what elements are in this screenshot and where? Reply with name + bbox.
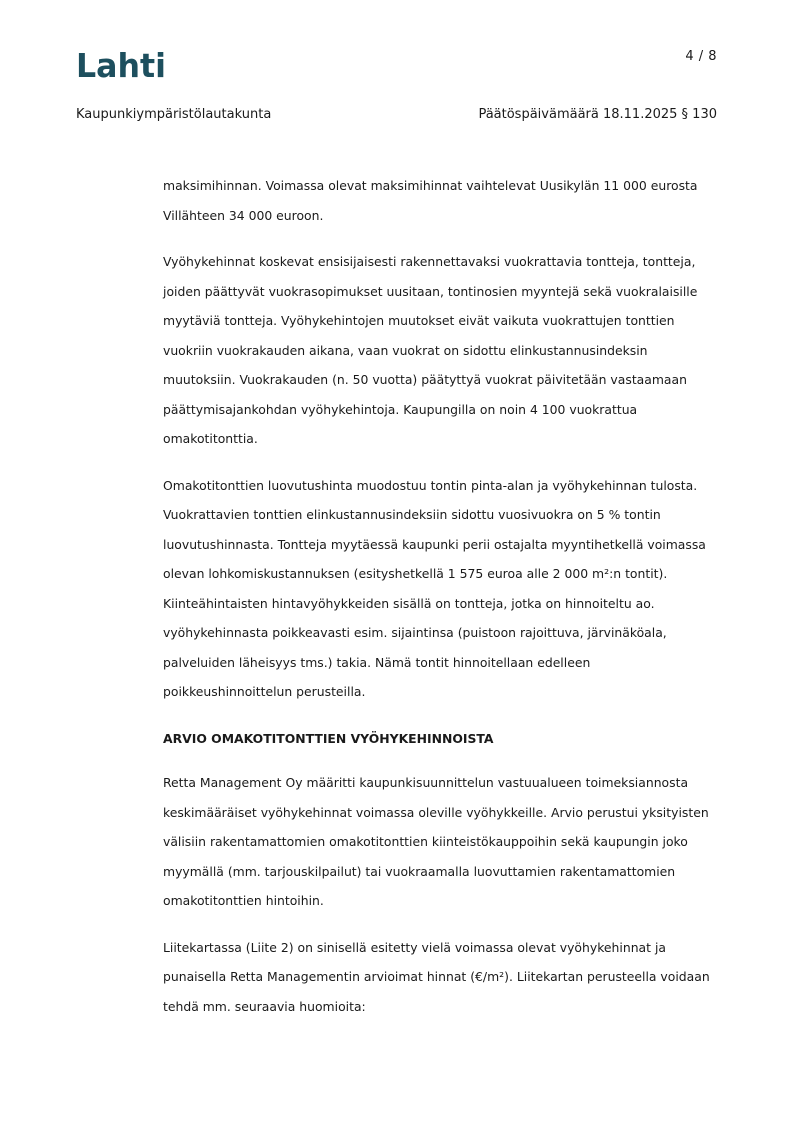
section-heading: ARVIO OMAKOTITONTTIEN VYÖHYKEHINNOISTA xyxy=(163,730,494,746)
body-paragraph: maksimihinnan. Voimassa olevat maksimihinnat vaihtelevat Uusikylän 11 000 eurosta Villähteen 34 000 euroon. xyxy=(163,178,698,223)
document-body xyxy=(163,171,723,1038)
committee-name: Kaupunkiympäristölautakunta xyxy=(76,107,272,122)
body-paragraph: Liitekartassa (Liite 2) on sinisellä esitetty vielä voimassa olevat vyöhykehinnat ja punaisella Retta Managementin arvioimat hinnat (€/m²). Liitekartan perusteella voidaan tehdä mm. seuraavia huomioita: xyxy=(163,939,710,1014)
page-number: 4 / 8 xyxy=(685,49,717,64)
body-paragraph: Retta Management Oy määritti kaupunkisuunnittelun vastuualueen toimeksiannosta keskimääräiset vyöhykehinnat voimassa oleville vyöhykkeille. Arvio perustui yksityisten välisiin rakentamattomien omakotitonttien kiinteistökauppoihin sekä kaupungin joko myymällä (mm. tarjouskilpailut) tai vuokraamalla luovuttamien rakentamattomien omakotitonttien hintoihin. xyxy=(163,775,709,908)
logo-wordmark: Lahti xyxy=(76,47,166,81)
body-paragraph: Vyöhykehinnat koskevat ensisijaisesti rakennettavaksi vuokrattavia tontteja, tontteja, joiden päättyvät vuokrasopimukset uusitaan, tontinosien myyntejä sekä vuokralaisille myytäviä tontteja. Vyöhykehintojen muutokset eivät vaikuta vuokrattujen tonttien vuokriin vuokrakauden aikana, vaan vuokrat on sidottu elinkustannusindeksin muutoksiin. Vuokrakauden (n. 50 vuotta) päätyttyä vuokrat päivitetään vastaamaan päättymisajankohdan vyöhykehintoja. Kaupungilla on noin 4 100 vuokrattua omakotitonttia. xyxy=(163,254,698,446)
lahti-logo xyxy=(76,47,168,81)
decision-date: Päätöspäivämäärä 18.11.2025 § 130 xyxy=(478,107,717,122)
body-paragraph: Omakotitonttien luovutushinta muodostuu tontin pinta-alan ja vyöhykehinnan tulosta. Vuokrattavien tonttien elinkustannusindeksiin sidottu vuosivuokra on 5 % tontin luovutushinnasta. Tontteja myytäessä kaupunki perii ostajalta myyntihetkellä voimassa olevan lohkomiskustannuksen (esityshetkellä 1 575 euroa alle 2 000 m²:n tontit). Kiinteähintaisten hintavyöhykkeiden sisällä on tontteja, jotka on hinnoiteltu ao. vyöhykehinnasta poikkeavasti esim. sijaintinsa (puistoon rajoittuva, järvinäköala, palveluiden läheisyys tms.) takia. Nämä tontit hinnoitellaan edelleen poikkeushinnoittelun perusteilla. xyxy=(163,477,706,699)
